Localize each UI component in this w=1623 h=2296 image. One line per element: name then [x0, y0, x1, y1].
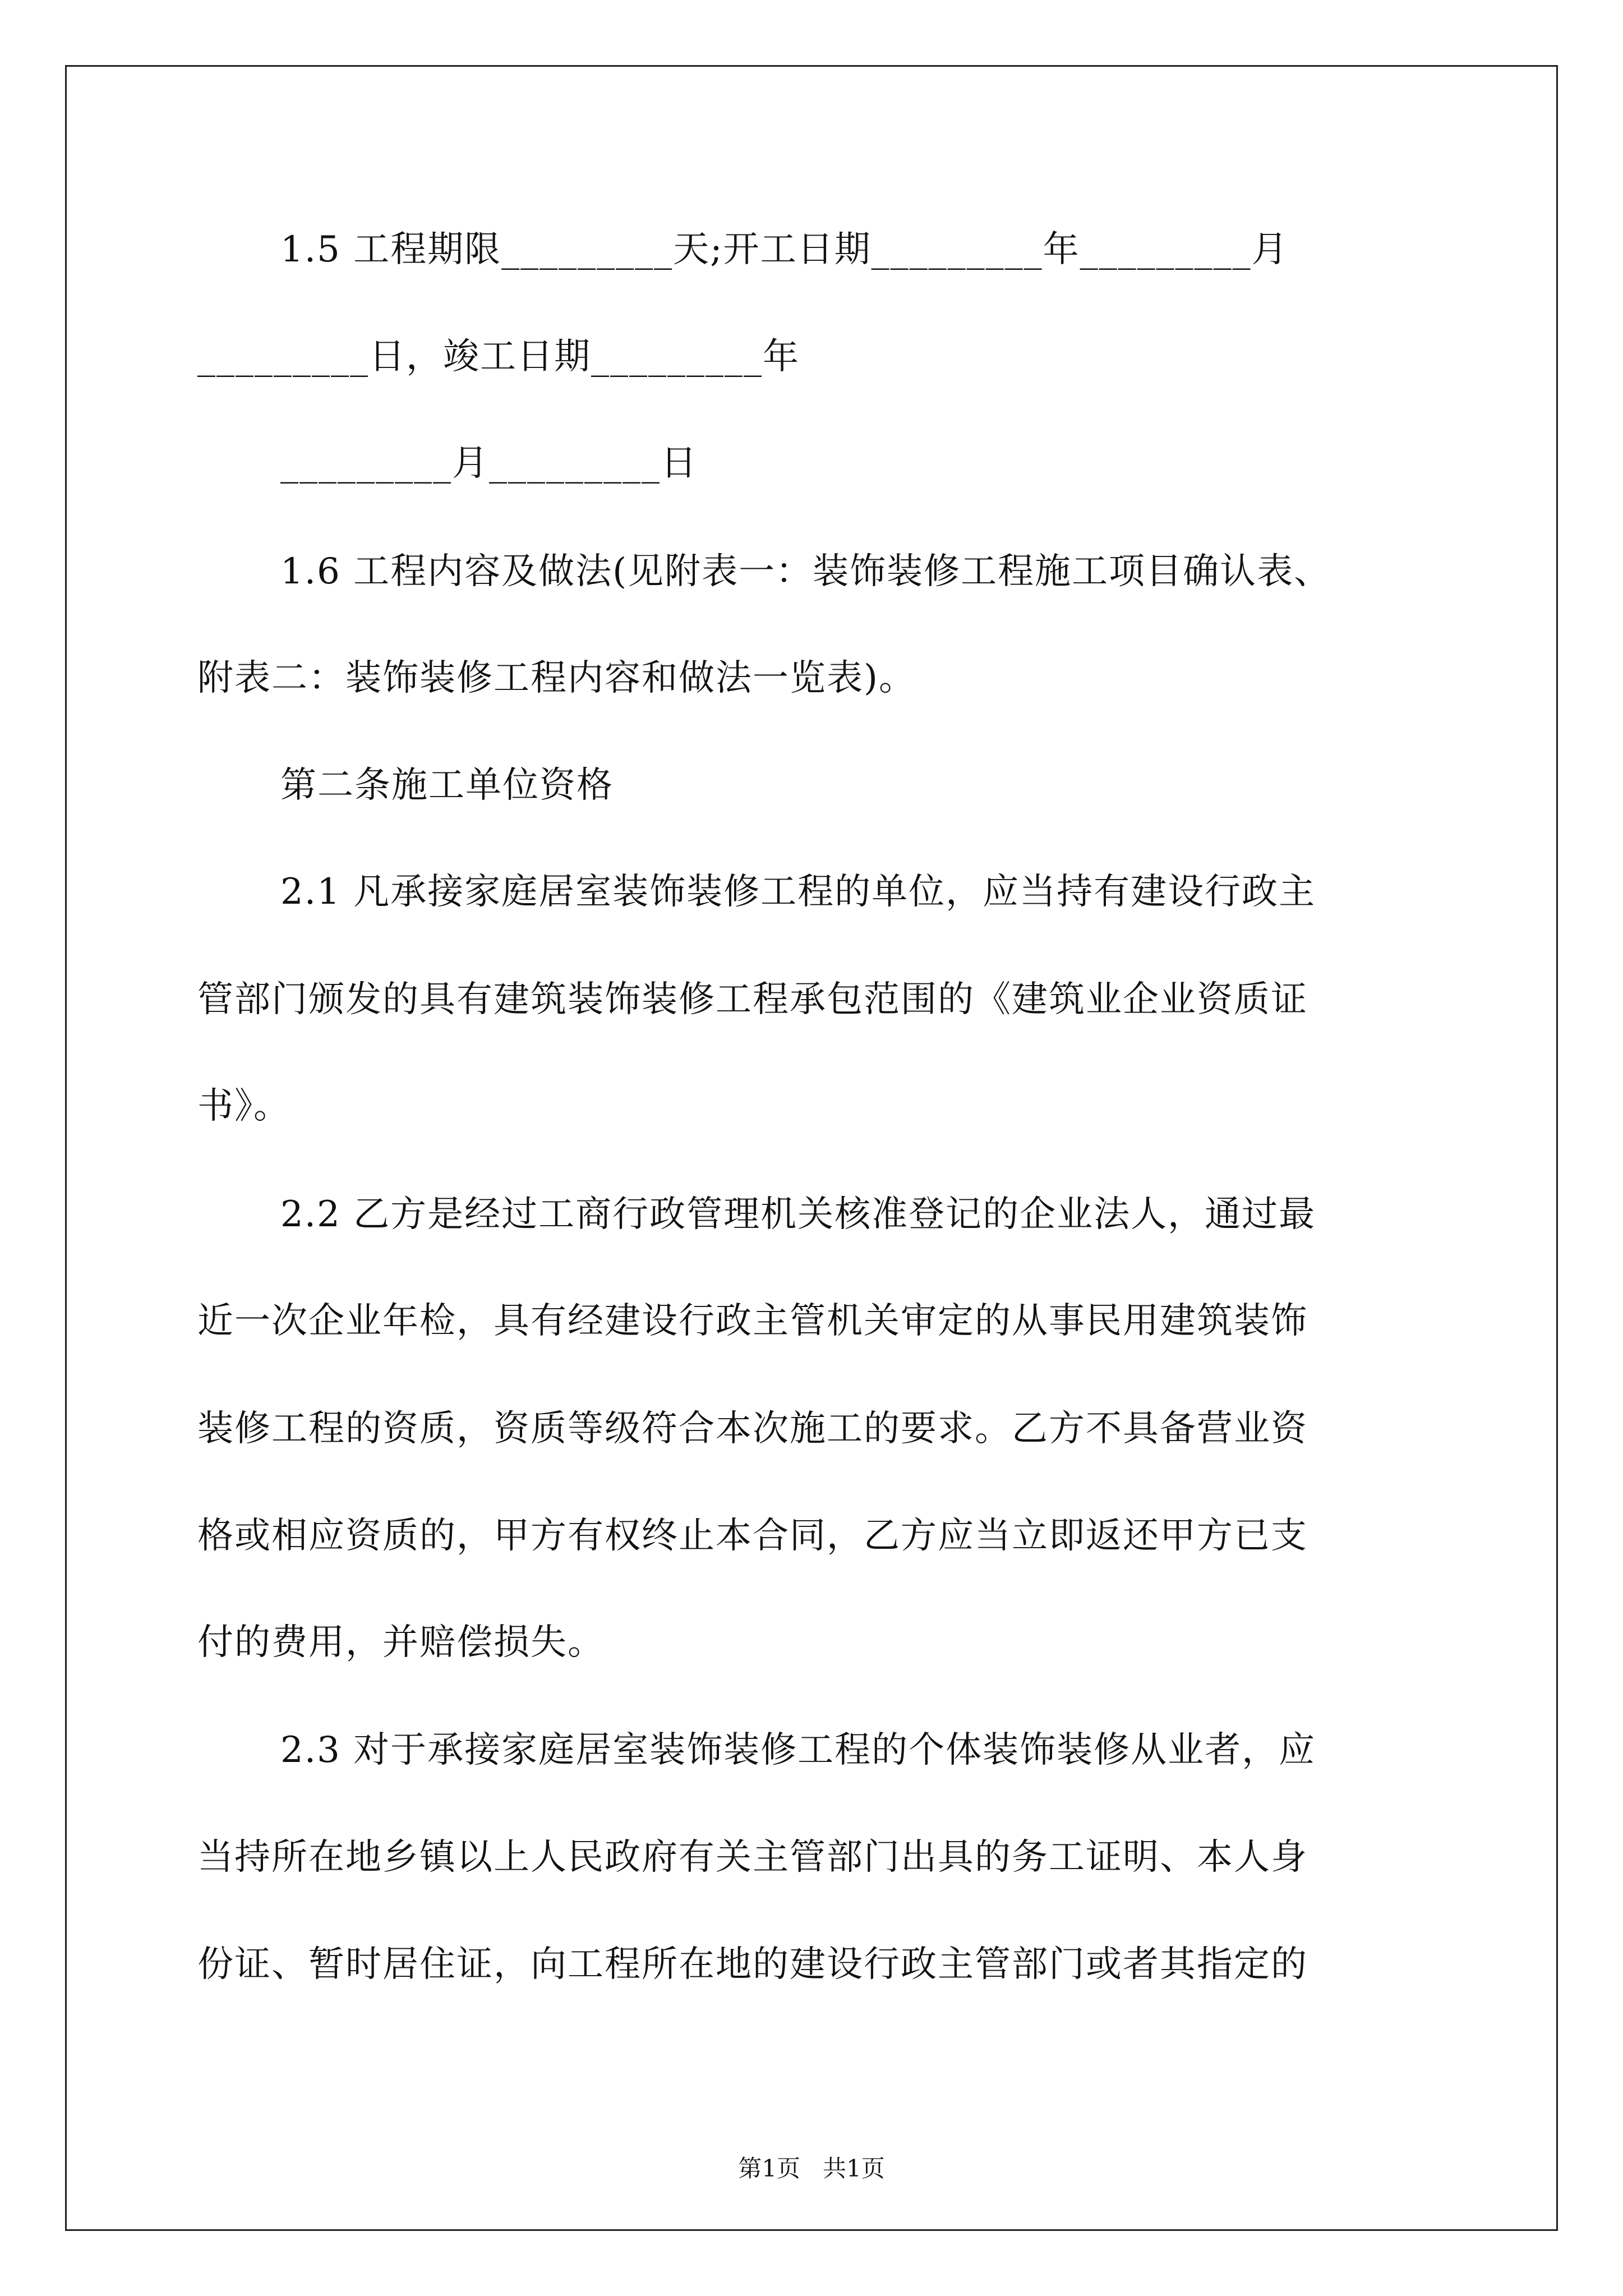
page-border — [65, 65, 1558, 2231]
clause-2-2-line-4: 格或相应资质的，甲方有权终止本合同，乙方应当立即返还甲方已支 — [197, 1515, 1308, 1557]
clause-2-3-line-3: 份证、暂时居住证，向工程所在地的建设行政主管部门或者其指定的 — [197, 1944, 1308, 1985]
clause-2-1-line-3: 书》。 — [197, 1085, 291, 1127]
clause-2-2-line-1: 2.2 乙方是经过工商行政管理机关核准登记的企业法人，通过最 — [280, 1194, 1316, 1235]
page-total: 共1页 — [823, 2155, 885, 2182]
clause-1-5-line-1: 1.5 工程期限_________天;开工日期_________年_________月 — [280, 229, 1289, 270]
clause-2-2-line-5: 付的费用，并赔偿损失。 — [197, 1622, 605, 1663]
clause-1-6-line-2: 附表二：装饰装修工程内容和做法一览表)。 — [197, 657, 916, 699]
page-footer — [0, 2157, 1623, 2180]
clause-2-3-line-2: 当持所在地乡镇以上人民政府有关主管部门出具的务工证明、本人身 — [197, 1837, 1308, 1878]
clause-2-3-line-1: 2.3 对于承接家庭居室装饰装修工程的个体装饰装修从业者，应 — [280, 1729, 1316, 1771]
clause-1-6-line-1: 1.6 工程内容及做法(见附表一：装饰装修工程施工项目确认表、 — [280, 551, 1331, 592]
clause-2-2-line-3: 装修工程的资质，资质等级符合本次施工的要求。乙方不具备营业资 — [197, 1408, 1308, 1450]
clause-1-5-line-3: _________月_________日 — [280, 443, 698, 484]
section-heading-article-2: 第二条施工单位资格 — [280, 765, 614, 806]
clause-1-5-line-2: _________日，竣工日期_________年 — [197, 336, 800, 378]
clause-2-1-line-1: 2.1 凡承接家庭居室装饰装修工程的单位，应当持有建设行政主 — [280, 871, 1316, 913]
page-number: 第1页 — [738, 2155, 800, 2182]
clause-2-1-line-2: 管部门颁发的具有建筑装饰装修工程承包范围的《建筑业企业资质证 — [197, 979, 1308, 1020]
clause-2-2-line-2: 近一次企业年检，具有经建设行政主管机关审定的从事民用建筑装饰 — [197, 1300, 1308, 1342]
